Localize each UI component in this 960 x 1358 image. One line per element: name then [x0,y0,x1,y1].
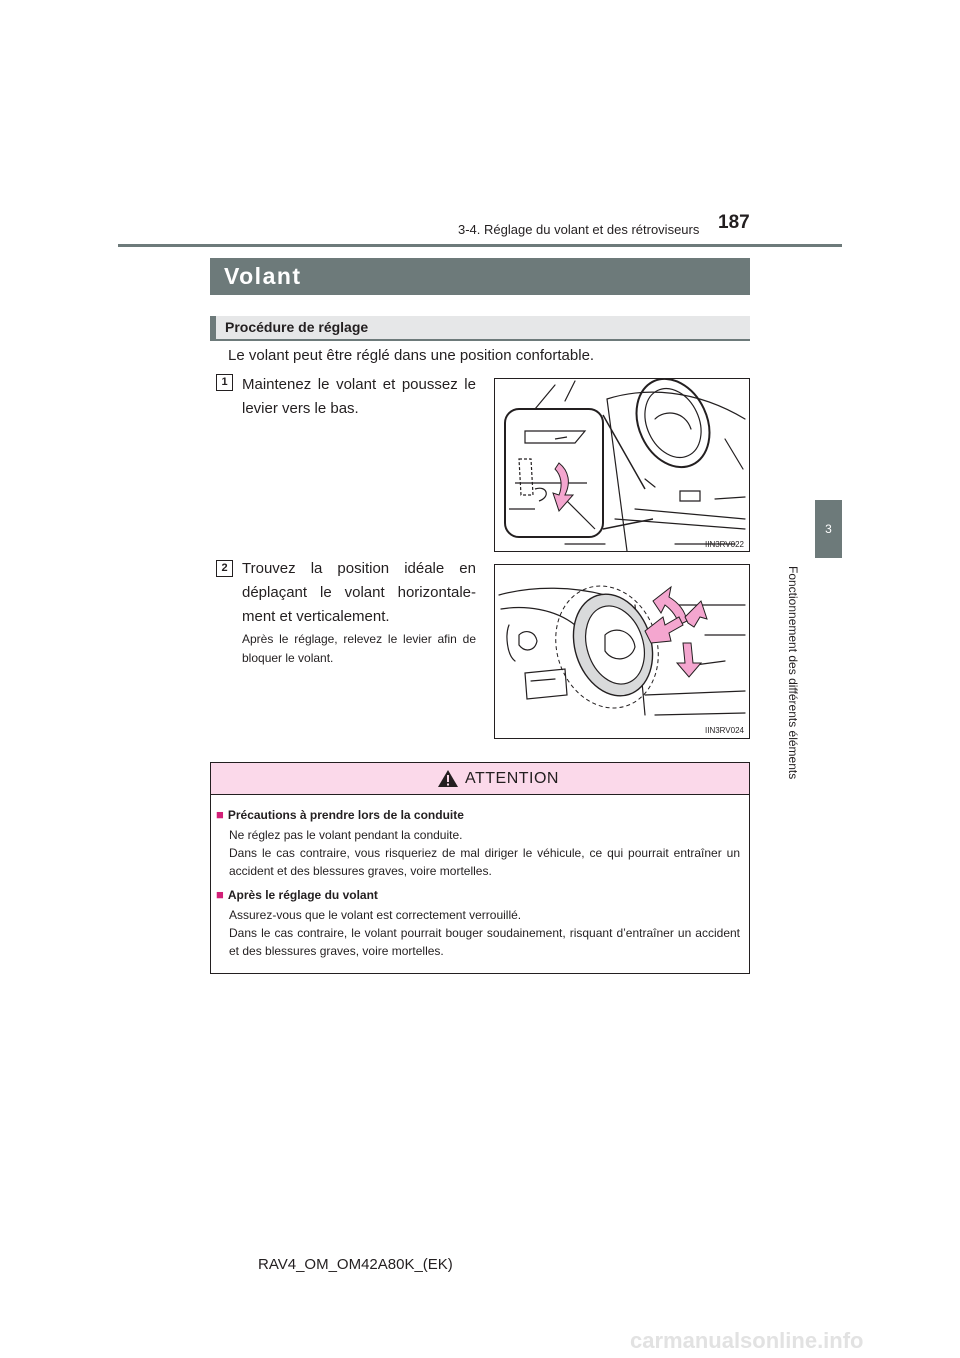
warning-triangle-icon [437,769,459,788]
warning-title: ATTENTION [465,770,559,787]
warning-item-1-heading [216,807,464,822]
step-number-2: 2 [216,560,233,577]
square-bullet-icon: ■ [216,807,224,822]
warning-item-2-line-2: Dans le cas contraire, le volant pourrait bouger soudainement, risquant d’entraîner un accident et des blessures graves, voire mortelles. [229,926,740,958]
step-number-1: 1 [216,374,233,391]
intro-text: Le volant peut être réglé dans une position confortable. [228,347,595,364]
watermark-text: carmanualsonline.info [630,1328,864,1353]
chapter-tab: 3 [815,500,842,558]
footer-code: RAV4_OM_OM42A80K_(EK) [258,1256,453,1273]
square-bullet-icon: ■ [216,887,224,902]
warning-item-1-heading-text: Précautions à prendre lors de la conduite [227,808,464,822]
section-title: Volant [210,258,750,295]
warning-item-1-line-1: Ne réglez pas le volant pendant la conduite. [229,828,463,842]
lever-illustration [495,379,749,551]
header-rule [118,244,842,247]
step-2-note: Après le réglage, relevez le levier afin de bloquer le volant. [242,632,476,665]
step-1-text: Maintenez le volant et poussez le levier vers le bas. [242,376,476,417]
figure-code-2: IIN3RV024 [705,726,744,735]
figure-wheel-adjust [494,564,750,739]
figure-code-1: IIN3RV022 [705,540,744,549]
chapter-label-text: Fonctionnement des différents éléments [786,566,800,780]
warning-box [210,762,750,974]
warning-item-2-heading-text: Après le réglage du volant [227,888,378,902]
step-2-text: Trouvez la position idéale en déplaçant le volant horizontale-ment et verticalement. [242,560,476,625]
watermark-logo [628,1328,956,1354]
subsection-heading [210,316,750,341]
running-header: 3-4. Réglage du volant et des rétroviseurs [458,222,700,237]
subsection-bar [210,316,216,339]
page-number: 187 [718,212,750,233]
warning-header [211,763,749,795]
warning-item-2-line-1: Assurez-vous que le volant est correctement verrouillé. [229,908,522,922]
chapter-label [786,566,800,796]
warning-item-2-heading [216,887,378,902]
wheel-illustration [495,565,749,738]
subsection-title: Procédure de réglage [225,319,369,335]
warning-item-1-line-2: Dans le cas contraire, vous risqueriez de mal diriger le véhicule, ce qui pourrait entraîner un accident et des blessures graves, voire mortelles. [229,846,740,878]
figure-lever-down [494,378,750,552]
